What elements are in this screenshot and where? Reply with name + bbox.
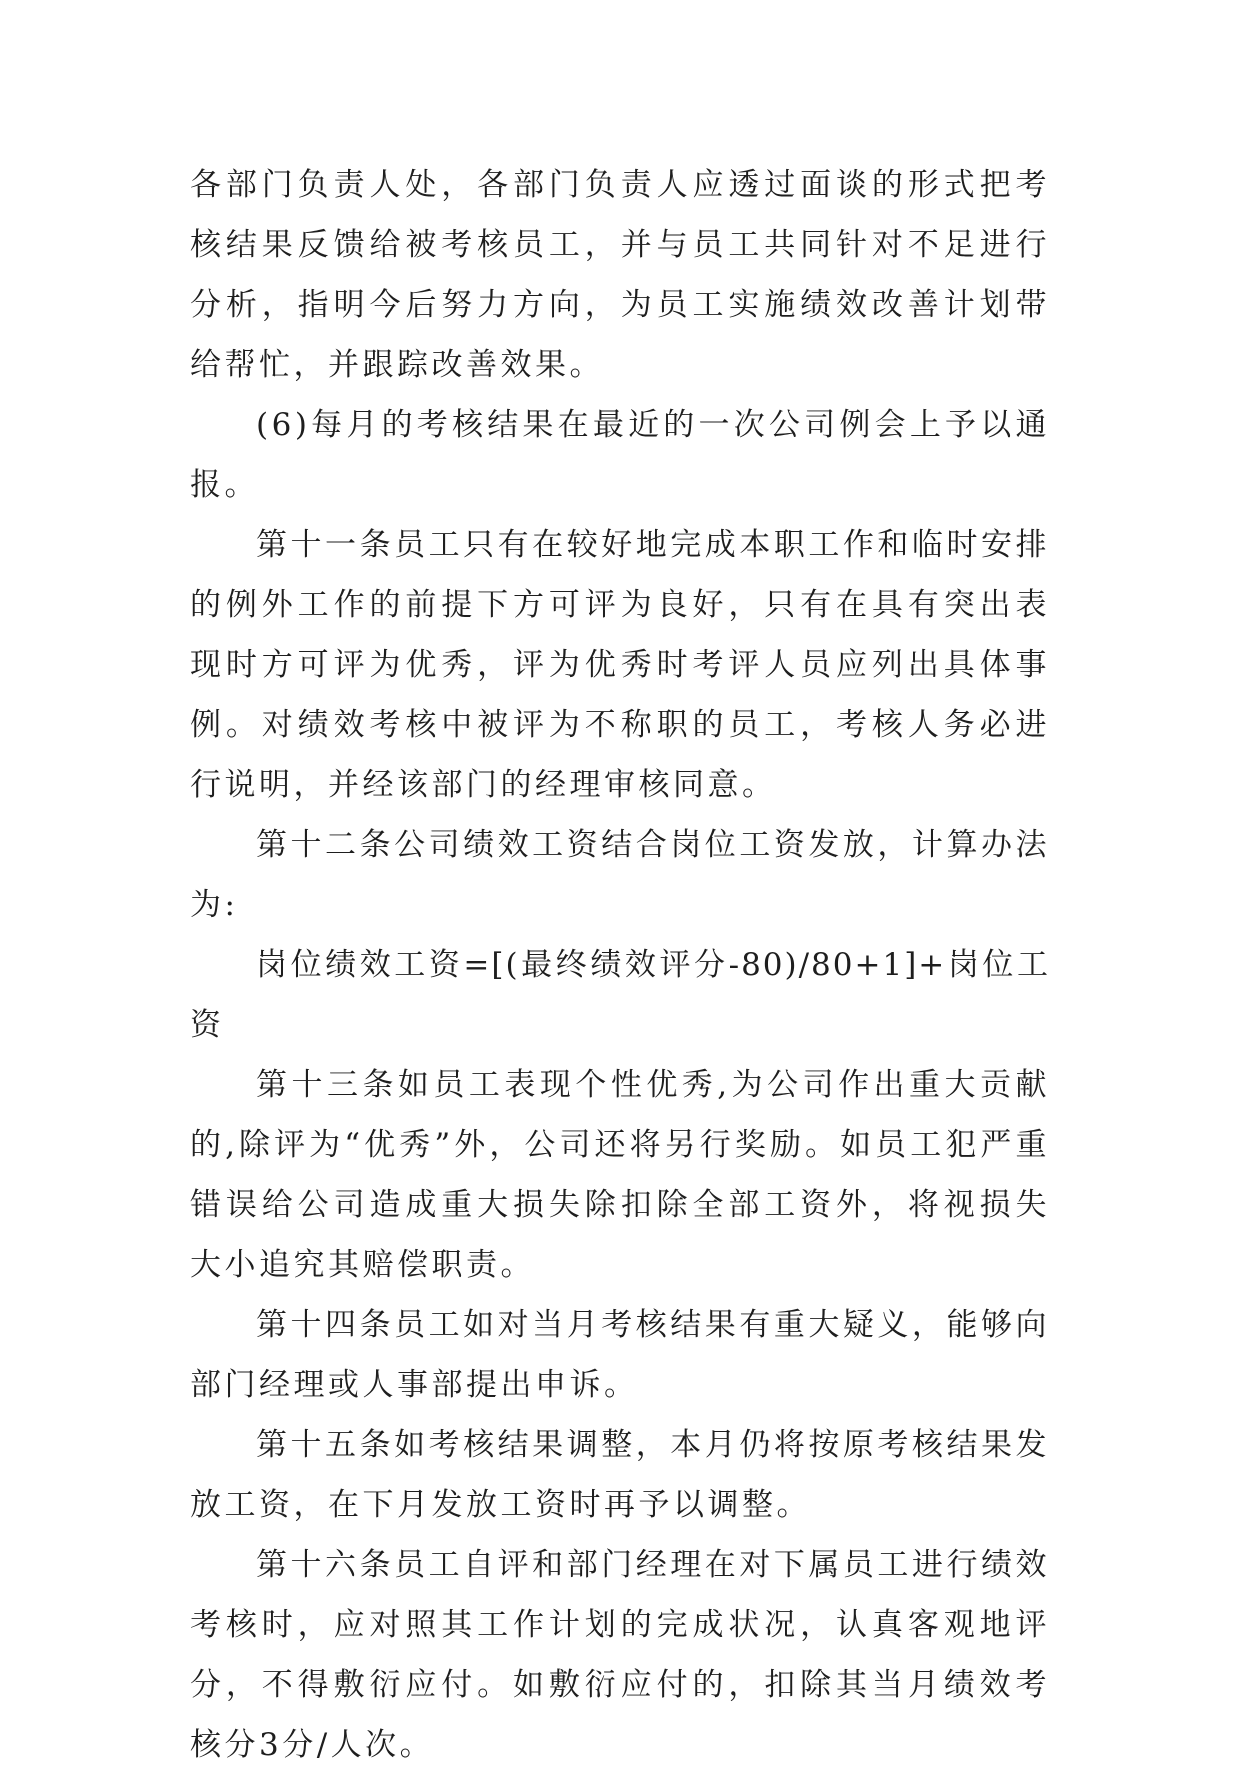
paragraph-item-6: (6)每月的考核结果在最近的一次公司例会上予以通报。 <box>190 407 1050 503</box>
paragraph-article-15: 第十五条如考核结果调整，本月仍将按原考核结果发放工资，在下月发放工资时再予以调整。 <box>190 1427 1050 1523</box>
paragraph-article-12: 第十二条公司绩效工资结合岗位工资发放，计算办法为: <box>190 827 1050 923</box>
paragraph-continuation: 各部门负责人处，各部门负责人应透过面谈的形式把考核结果反馈给被考核员工，并与员工共同针对不足进行分析，指明今后努力方向，为员工实施绩效改善计划带给帮忙，并跟踪改善效果。 <box>190 167 1050 383</box>
paragraph-salary-formula: 岗位绩效工资=[(最终绩效评分-80)/80+1]+岗位工资 <box>190 947 1050 1043</box>
paragraph-article-14: 第十四条员工如对当月考核结果有重大疑义，能够向部门经理或人事部提出申诉。 <box>190 1307 1050 1403</box>
paragraph-article-13: 第十三条如员工表现个性优秀,为公司作出重大贡献的,除评为“优秀”外，公司还将另行奖励。如员工犯严重错误给公司造成重大损失除扣除全部工资外，将视损失大小追究其赔偿职责。 <box>190 1067 1050 1283</box>
paragraph-article-16: 第十六条员工自评和部门经理在对下属员工进行绩效考核时，应对照其工作计划的完成状况，认真客观地评分，不得敷衍应付。如敷衍应付的，扣除其当月绩效考核分3分/人次。 <box>190 1547 1050 1763</box>
paragraph-article-11: 第十一条员工只有在较好地完成本职工作和临时安排的例外工作的前提下方可评为良好，只有在具有突出表现时方可评为优秀，评为优秀时考评人员应列出具体事例。对绩效考核中被评为不称职的员工，考核人务必进行说明，并经该部门的经理审核同意。 <box>190 527 1050 803</box>
document-body <box>190 155 1050 1775</box>
